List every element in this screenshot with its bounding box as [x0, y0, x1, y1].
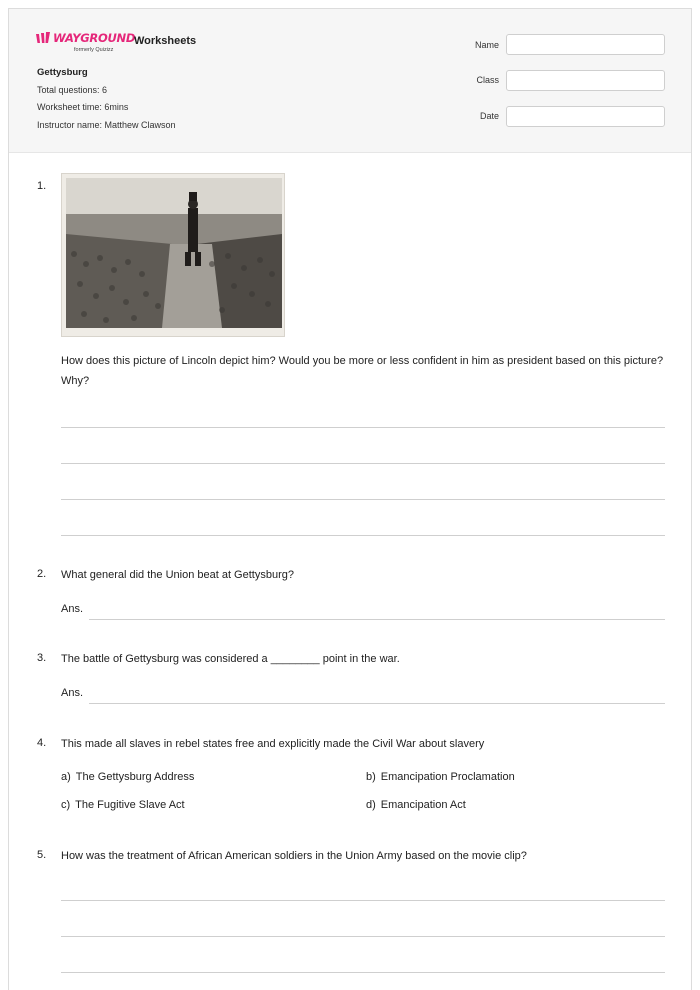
brand-subtitle: formerly Quizizz	[74, 47, 114, 53]
class-field[interactable]	[506, 70, 665, 91]
worksheet-header	[9, 9, 691, 153]
question-4-text: This made all slaves in rebel states free and explicitly made the Civil War about slavery	[61, 738, 485, 750]
option-c-letter: c)	[61, 799, 71, 811]
question-4-option-a[interactable]	[61, 771, 194, 783]
class-label: Class	[476, 75, 499, 85]
option-a-text: The Gettysburg Address	[75, 771, 195, 783]
question-5-answer-line-1[interactable]	[61, 900, 665, 901]
question-2-answer-line[interactable]	[89, 619, 665, 620]
option-a-letter: a)	[61, 771, 71, 783]
date-field[interactable]	[506, 106, 665, 127]
option-b-letter: b)	[366, 771, 376, 783]
question-4-option-d[interactable]	[366, 799, 466, 811]
question-2-number: 2.	[37, 568, 47, 580]
question-3-answer-label: Ans.	[61, 687, 84, 699]
worksheet-time: Worksheet time: 6mins	[37, 102, 129, 112]
total-questions: Total questions: 6	[37, 85, 108, 95]
lincoln-engraving-illustration	[62, 174, 285, 337]
lincoln-engraving-image	[61, 173, 285, 337]
option-c-text: The Fugitive Slave Act	[75, 799, 185, 811]
name-field[interactable]	[506, 34, 665, 55]
question-1-number: 1.	[37, 180, 47, 192]
question-3-answer-line[interactable]	[89, 703, 665, 704]
brand-name: WAYGROUND	[53, 31, 136, 45]
question-5-number: 5.	[37, 849, 47, 861]
worksheet-title: Gettysburg	[37, 67, 88, 78]
product-name: Worksheets	[134, 35, 197, 47]
question-5-answer-line-2[interactable]	[61, 936, 665, 937]
question-5-text: How was the treatment of African American soldiers in the Union Army based on the movie clip?	[61, 850, 527, 862]
question-1-answer-line-2[interactable]	[61, 463, 665, 464]
instructor-name: Instructor name: Matthew Clawson	[37, 120, 176, 130]
question-1-text: How does this picture of Lincoln depict him? Would you be more or less confident in him as president based on this picture? Why?	[61, 355, 664, 387]
wayground-mark-icon	[36, 32, 52, 44]
question-3-number: 3.	[37, 652, 47, 664]
question-2-text: What general did the Union beat at Gettysburg?	[61, 569, 294, 581]
question-4-number: 4.	[37, 737, 47, 749]
worksheet-page	[8, 8, 692, 990]
question-5-answer-line-3[interactable]	[61, 972, 665, 973]
option-b-text: Emancipation Proclamation	[380, 771, 515, 783]
question-4-option-b[interactable]	[366, 771, 515, 783]
question-1-answer-line-4[interactable]	[61, 535, 665, 536]
question-4-option-c[interactable]	[61, 799, 185, 811]
name-label: Name	[474, 40, 499, 50]
brand-logo	[36, 31, 136, 55]
date-label: Date	[479, 111, 499, 121]
question-1-answer-line-3[interactable]	[61, 499, 665, 500]
option-d-text: Emancipation Act	[380, 799, 466, 811]
question-1-answer-line-1[interactable]	[61, 427, 665, 428]
option-d-letter: d)	[366, 799, 376, 811]
question-2-answer-label: Ans.	[61, 603, 84, 615]
question-3-text: The battle of Gettysburg was considered a ________ point in the war.	[61, 653, 400, 665]
